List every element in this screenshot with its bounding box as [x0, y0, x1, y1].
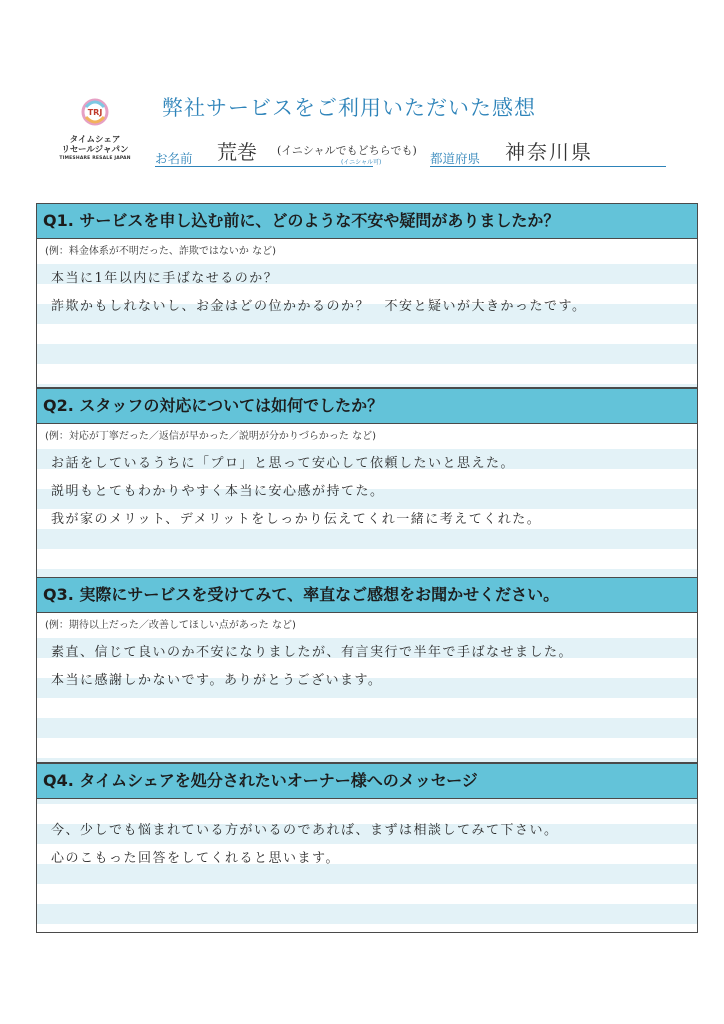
answer-line: 心のこもった回答をしてくれると思います。	[51, 851, 340, 866]
question-example: (例：料金体系が不明だった、詐欺ではないか など)	[37, 239, 697, 259]
question-example: (例：対応が丁寧だった／返信が早かった／説明が分かりづらかった など)	[37, 424, 697, 444]
logo-text-line1: タイムシェア	[69, 135, 121, 145]
question-section-4	[36, 763, 698, 933]
company-logo	[40, 95, 150, 162]
answer-block	[37, 633, 697, 695]
answer-line: 本当に感謝しかないです。ありがとうございます。	[51, 673, 383, 688]
answer-line: お話をしているうちに「プロ」と思って安心して依頼したいと思えた。	[51, 456, 516, 471]
question-section-2	[36, 388, 698, 580]
question-heading: Q1. サービスを申し込む前に、どのような不安や疑問がありましたか？	[37, 204, 697, 239]
page-title: 弊社サービスをご利用いただいた感想	[162, 96, 536, 120]
answer-line: 本当に1年以内に手ばなせるのか？	[51, 271, 279, 286]
answer-block	[37, 259, 697, 321]
prefecture-value: 神奈川県	[505, 140, 593, 164]
name-note: (イニシャルでもどちらでも)	[277, 144, 417, 157]
answer-line: 今、少しでも悩まれている方がいるのであれば、まずは相談してみて下さい。	[51, 823, 559, 838]
question-section-3	[36, 577, 698, 763]
prefecture-label: 都道府県	[430, 151, 481, 166]
respondent-info	[155, 136, 675, 168]
name-hint: (イニシャル可)	[341, 159, 382, 166]
name-value: 荒巻	[217, 140, 257, 164]
answer-line: 詐欺かもしれないし、お金はどの位かかるのか？ 不安と疑いが大きかったです。	[51, 299, 587, 314]
question-heading: Q2. スタッフの対応については如何でしたか？	[37, 389, 697, 424]
name-underline	[155, 166, 373, 167]
answer-line: 我が家のメリット、デメリットをしっかり伝えてくれ一緒に考えてくれた。	[51, 512, 542, 527]
question-section-1	[36, 203, 698, 388]
name-label: お名前	[155, 151, 193, 166]
question-example: (例：期待以上だった／改善してほしい点があった など)	[37, 613, 697, 633]
question-heading: Q4. タイムシェアを処分されたいオーナー様へのメッセージ	[37, 764, 697, 799]
question-heading: Q3. 実際にサービスを受けてみて、率直なご感想をお聞かせください。	[37, 578, 697, 613]
logo-text-english: TIMESHARE RESALE JAPAN	[59, 156, 131, 161]
logo-mark-icon	[78, 95, 112, 129]
logo-text-line2: リセールジャパン	[61, 145, 129, 155]
answer-block	[37, 444, 697, 534]
answer-block	[37, 799, 697, 873]
prefecture-underline	[430, 166, 666, 167]
answer-line: 説明もとてもわかりやすく本当に安心感が持てた。	[51, 484, 385, 499]
answer-line: 素直、信じて良いのか不安になりましたが、有言実行で半年で手ばなせました。	[51, 645, 574, 660]
svg-text:TRJ: TRJ	[87, 108, 103, 117]
